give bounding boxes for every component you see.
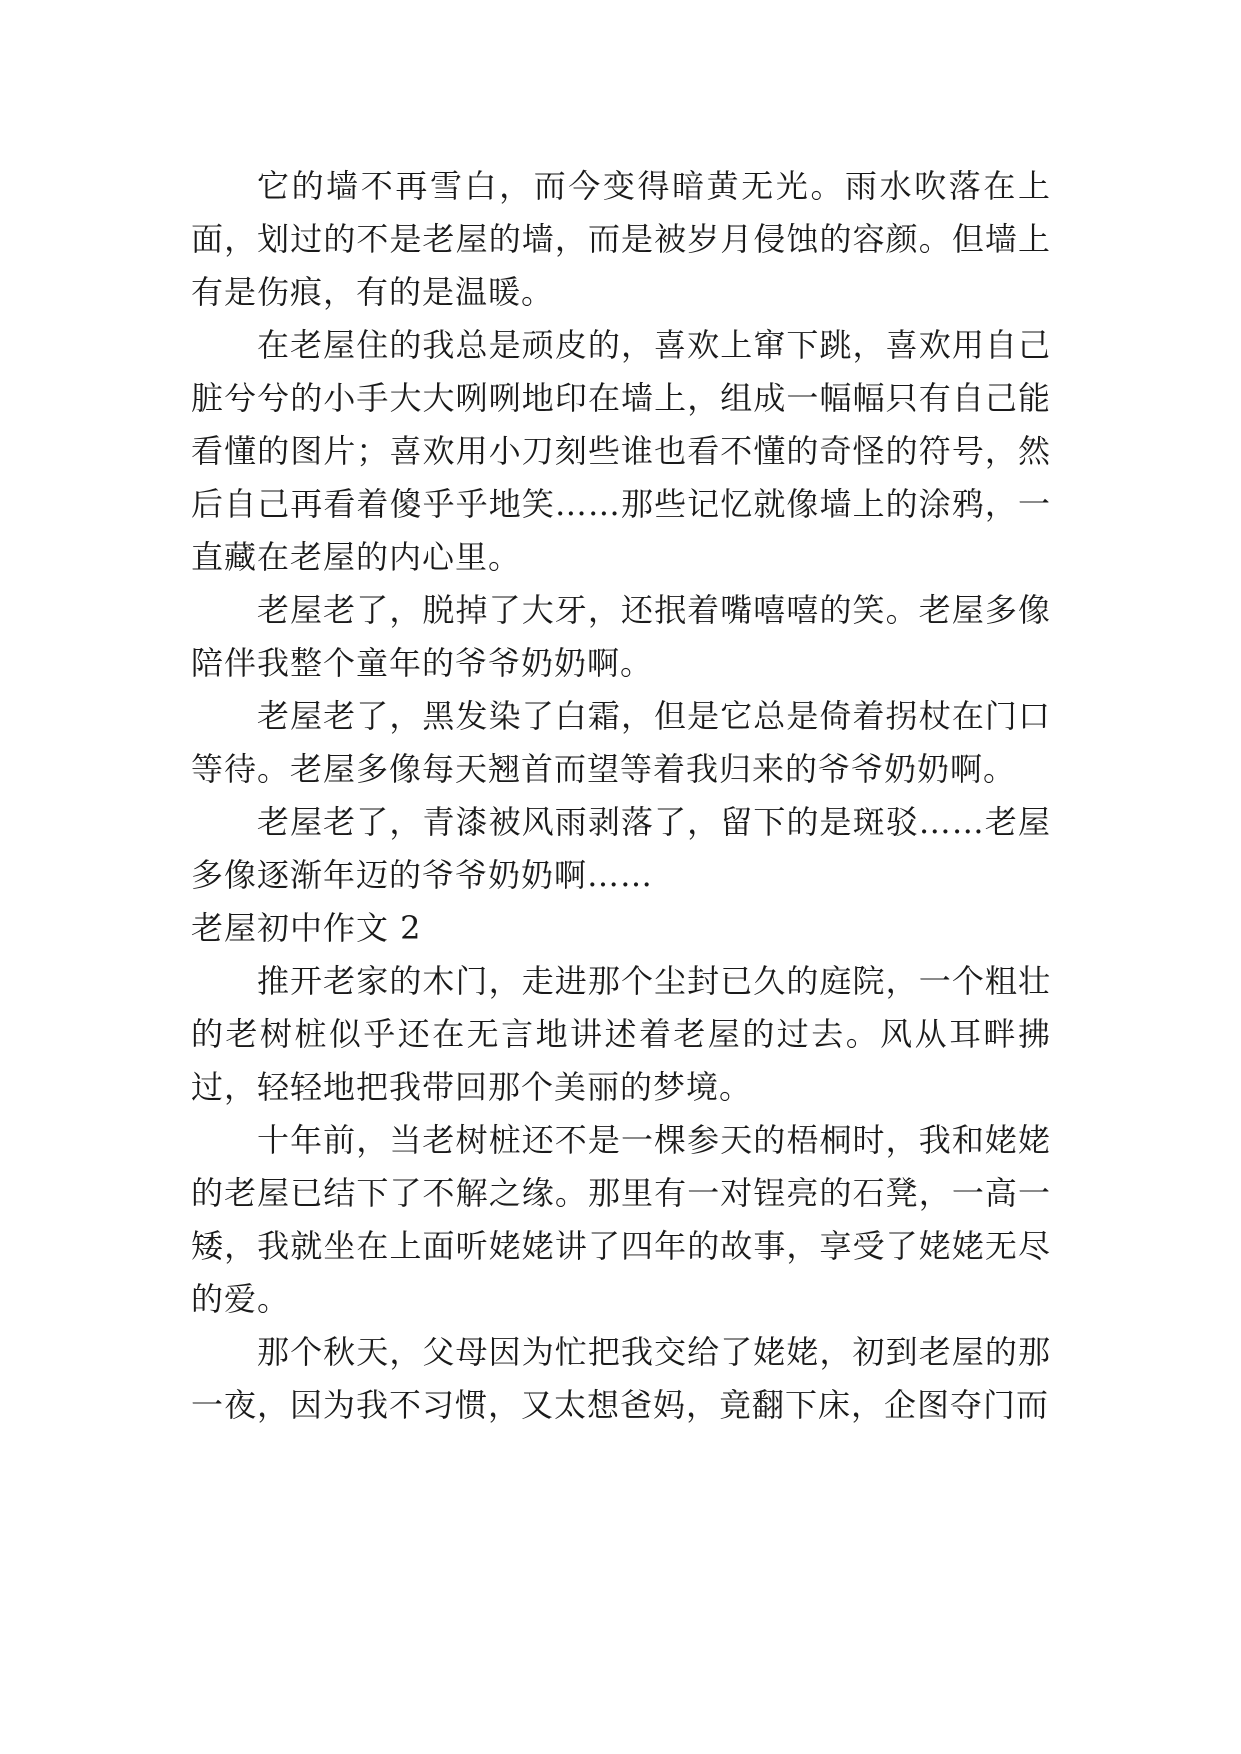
- paragraph: 那个秋天，父母因为忙把我交给了姥姥，初到老屋的那一夜，因为我不习惯，又太想爸妈，竟翻下床，企图夺门而: [191, 1333, 1051, 1424]
- paragraph: 在老屋住的我总是顽皮的，喜欢上窜下跳，喜欢用自己脏兮兮的小手大大咧咧地印在墙上，组成一幅幅只有自己能看懂的图片；喜欢用小刀刻些谁也看不懂的奇怪的符号，然后自己再看着傻乎乎地笑……那些记忆就像墙上的涂鸦，一直藏在老屋的内心里。: [191, 326, 1051, 576]
- section-heading: 老屋初中作文 2: [191, 909, 422, 947]
- paragraph: 它的墙不再雪白，而今变得暗黄无光。雨水吹落在上面，划过的不是老屋的墙，而是被岁月侵蚀的容颜。但墙上有是伤痕，有的是温暖。: [191, 167, 1051, 311]
- paragraph: 老屋老了，青漆被风雨剥落了，留下的是斑驳……老屋多像逐渐年迈的爷爷奶奶啊……: [191, 803, 1051, 894]
- paragraph: 老屋老了，黑发染了白霜，但是它总是倚着拐杖在门口等待。老屋多像每天翘首而望等着我归来的爷爷奶奶啊。: [191, 697, 1051, 788]
- document-body: [191, 160, 1051, 1432]
- paragraph: 老屋老了，脱掉了大牙，还抿着嘴嘻嘻的笑。老屋多像陪伴我整个童年的爷爷奶奶啊。: [191, 591, 1051, 682]
- paragraph: 十年前，当老树桩还不是一棵参天的梧桐时，我和姥姥的老屋已结下了不解之缘。那里有一对锃亮的石凳，一高一矮，我就坐在上面听姥姥讲了四年的故事，享受了姥姥无尽的爱。: [191, 1121, 1051, 1318]
- paragraph: 推开老家的木门，走进那个尘封已久的庭院，一个粗壮的老树桩似乎还在无言地讲述着老屋的过去。风从耳畔拂过，轻轻地把我带回那个美丽的梦境。: [191, 962, 1051, 1106]
